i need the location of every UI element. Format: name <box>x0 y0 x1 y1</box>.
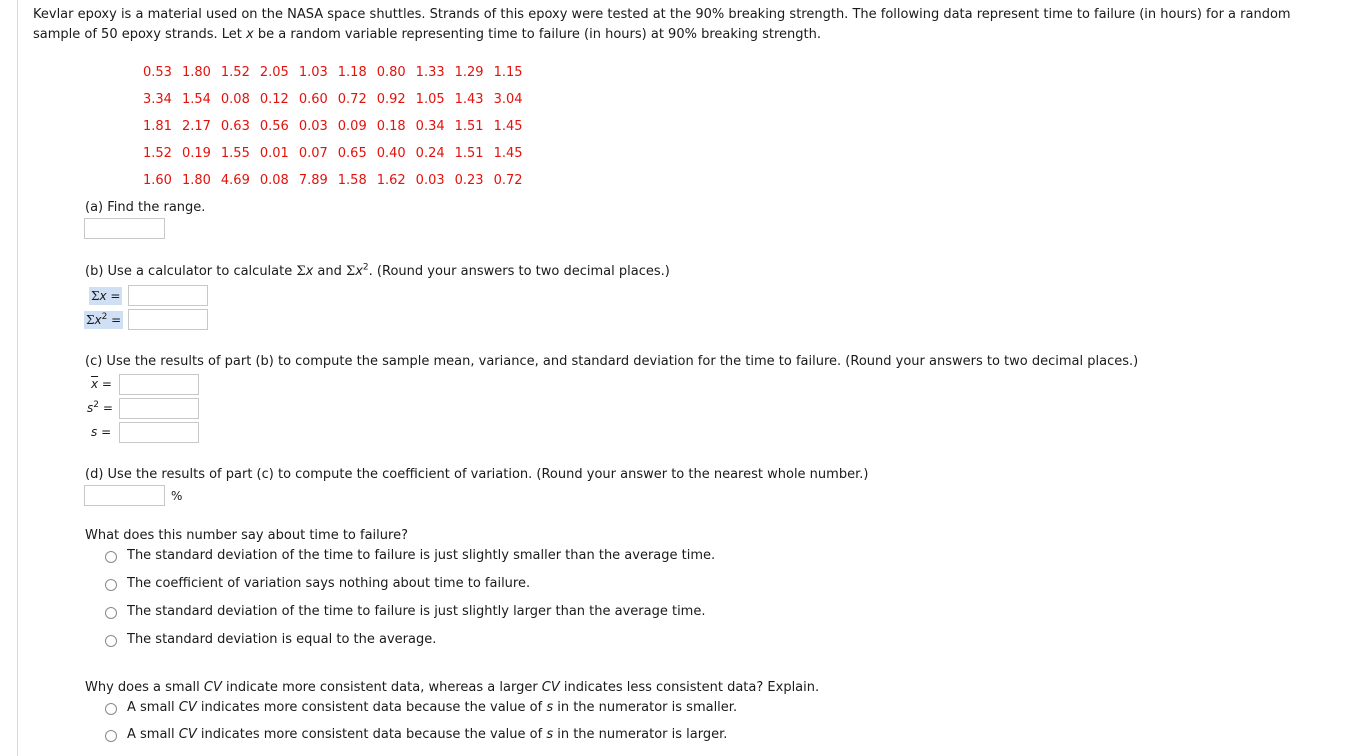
data-cell: 1.55 <box>220 146 250 161</box>
sum-x-input[interactable] <box>128 285 208 306</box>
data-cell: 0.08 <box>220 92 250 107</box>
problem-statement <box>33 5 1333 45</box>
range-input[interactable] <box>84 218 165 239</box>
meaning-option-1: The standard deviation of the time to failure is just slightly smaller than the average time. <box>127 548 716 563</box>
data-cell: 0.09 <box>337 119 367 134</box>
intro-line-1: Kevlar epoxy is a material used on the NASA space shuttles. Strands of this epoxy were tested at the 90% breaking strength. The following data represent time to failure (in hours) for a random <box>33 7 1291 22</box>
radio-cv-option-2[interactable] <box>105 730 117 742</box>
data-cell: 1.43 <box>454 92 484 107</box>
data-cell: 0.23 <box>454 173 484 188</box>
data-cell: 0.03 <box>298 119 328 134</box>
data-cell: 1.51 <box>454 119 484 134</box>
data-cell: 0.07 <box>298 146 328 161</box>
meaning-question: What does this number say about time to failure? <box>85 528 408 543</box>
radio-meaning-option-3[interactable] <box>105 607 117 619</box>
data-row <box>138 113 528 140</box>
data-cell: 0.92 <box>376 92 406 107</box>
radio-cv-option-1[interactable] <box>105 703 117 715</box>
data-cell: 1.51 <box>454 146 484 161</box>
data-cell: 1.81 <box>143 119 172 134</box>
mean-input[interactable] <box>119 374 199 395</box>
data-row <box>138 140 528 167</box>
intro-line-2: sample of 50 epoxy strands. Let x be a random variable representing time to failure (in hours) at 90% breaking strength. <box>33 27 822 42</box>
percent-unit: % <box>171 489 183 503</box>
data-cell: 1.18 <box>337 65 367 80</box>
data-cell: 0.03 <box>415 173 445 188</box>
data-cell: 1.52 <box>220 65 250 80</box>
cv-option-1: A small CV indicates more consistent data because the value of s in the numerator is smaller. <box>127 700 738 715</box>
data-cell: 1.80 <box>181 65 211 80</box>
meaning-option-3: The standard deviation of the time to failure is just slightly larger than the average time. <box>127 604 706 619</box>
data-cell: 1.15 <box>493 65 523 80</box>
part-a-question: (a) Find the range. <box>85 200 206 215</box>
data-cell: 2.05 <box>259 65 289 80</box>
radio-meaning-option-1[interactable] <box>105 551 117 563</box>
data-cell: 1.45 <box>493 146 523 161</box>
data-cell: 1.03 <box>298 65 328 80</box>
sum-x-label: Σx = <box>91 289 121 303</box>
part-b-question: (b) Use a calculator to calculate Σx and $\Sigma x^2$. (Round your answers to two decimal places.) <box>85 262 670 279</box>
data-cell: 4.69 <box>220 173 250 188</box>
data-cell: 0.65 <box>337 146 367 161</box>
std-dev-input[interactable] <box>119 422 199 443</box>
std-dev-label: s = <box>91 425 112 439</box>
radio-meaning-option-2[interactable] <box>105 579 117 591</box>
data-cell: 1.33 <box>415 65 445 80</box>
data-cell: 2.17 <box>181 119 211 134</box>
left-divider <box>17 0 18 756</box>
part-d-question: (d) Use the results of part (c) to compute the coefficient of variation. (Round your answer to the nearest whole number.) <box>85 467 869 482</box>
data-row <box>138 86 528 113</box>
data-cell: 0.56 <box>259 119 289 134</box>
data-cell: 1.52 <box>143 146 172 161</box>
data-cell: 0.12 <box>259 92 289 107</box>
data-cell: 0.72 <box>337 92 367 107</box>
radio-meaning-option-4[interactable] <box>105 635 117 647</box>
data-cell: 0.08 <box>259 173 289 188</box>
data-cell: 0.60 <box>298 92 328 107</box>
data-cell: 0.53 <box>143 65 172 80</box>
data-cell: 0.63 <box>220 119 250 134</box>
cv-question: Why does a small CV indicate more consistent data, whereas a larger CV indicates less consistent data? Explain. <box>85 680 820 695</box>
data-row <box>138 59 528 86</box>
data-cell: 1.54 <box>181 92 211 107</box>
data-cell: 0.19 <box>181 146 211 161</box>
data-cell: 1.60 <box>143 173 172 188</box>
data-cell: 1.62 <box>376 173 406 188</box>
data-cell: 0.18 <box>376 119 406 134</box>
sum-x-squared-input[interactable] <box>128 309 208 330</box>
data-cell: 3.04 <box>493 92 523 107</box>
data-cell: 7.89 <box>298 173 328 188</box>
data-cell: 1.58 <box>337 173 367 188</box>
data-cell: 1.29 <box>454 65 484 80</box>
data-cell: 1.45 <box>493 119 523 134</box>
data-cell: 3.34 <box>143 92 172 107</box>
data-cell: 0.01 <box>259 146 289 161</box>
data-cell: 0.72 <box>493 173 523 188</box>
variance-label: $s^2$ = <box>87 400 113 415</box>
meaning-option-4: The standard deviation is equal to the average. <box>127 632 437 647</box>
data-cell: 0.24 <box>415 146 445 161</box>
variance-input[interactable] <box>119 398 199 419</box>
cv-input[interactable] <box>84 485 165 506</box>
data-cell: 0.80 <box>376 65 406 80</box>
data-cell: 1.05 <box>415 92 445 107</box>
data-cell: 0.34 <box>415 119 445 134</box>
meaning-option-2: The coefficient of variation says nothing about time to failure. <box>127 576 531 591</box>
data-cell: 1.80 <box>181 173 211 188</box>
sum-x-squared-label: $\Sigma x^2$ = <box>86 312 122 327</box>
data-row <box>138 167 528 194</box>
part-c-question: (c) Use the results of part (b) to compute the sample mean, variance, and standard deviation for the time to failure. (Round your answers to two decimal places.) <box>85 354 1139 369</box>
cv-option-2: A small CV indicates more consistent data because the value of s in the numerator is larger. <box>127 727 728 742</box>
mean-label: $\overline{x}$ = <box>91 377 112 391</box>
data-table <box>138 59 528 194</box>
data-cell: 0.40 <box>376 146 406 161</box>
